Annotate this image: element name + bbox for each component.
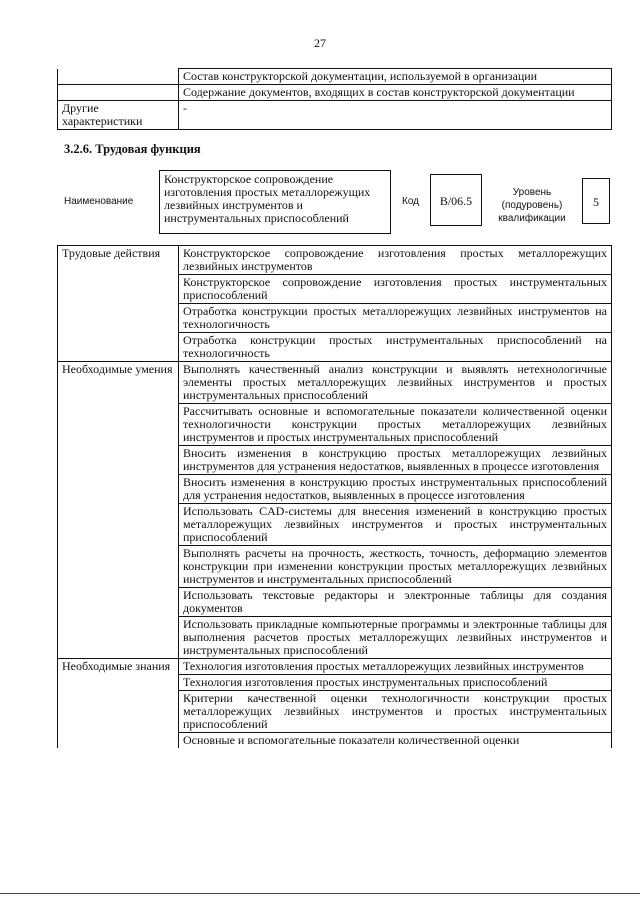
code-value: В/06.5 [430, 174, 482, 226]
name-value: Конструкторское сопровождение изготовления простых металлорежущих лезвийных инструментов и инструментальных приспособлений [159, 170, 391, 234]
knowledge-item: Технология изготовления простых инструментальных приспособлений [179, 675, 612, 691]
action-item: Отработка конструкции простых инструментальных приспособлений на технологичность [179, 333, 612, 362]
table-cell-value: Состав конструкторской документации, используемой в организации [179, 69, 612, 85]
skill-item: Использовать текстовые редакторы и электронные таблицы для создания документов [179, 588, 612, 617]
skill-item: Выполнять качественный анализ конструкции и выявлять нетехнологичные элементы простых металлорежущих лезвийных инструментов и простых инструментальных приспособлений [179, 362, 612, 404]
top-table [57, 68, 612, 130]
knowledge-label: Необходимые знания [58, 659, 179, 749]
skill-item: Использовать прикладные компьютерные программы и электронные таблицы для выполнения расчетов простых металлорежущих лезвийных инструментов и инструментальных приспособлений [179, 617, 612, 659]
table-row [58, 246, 612, 275]
table-row [58, 69, 612, 85]
page-bottom-edge [0, 893, 640, 894]
skills-label: Необходимые умения [58, 362, 179, 659]
table-cell-value: - [179, 101, 612, 130]
level-value: 5 [582, 178, 610, 224]
actions-label: Трудовые действия [58, 246, 179, 362]
code-label: Код [402, 196, 420, 207]
action-item: Отработка конструкции простых металлорежущих лезвийных инструментов на технологичность [179, 304, 612, 333]
function-summary [64, 170, 614, 240]
function-table [57, 245, 612, 748]
skill-item: Выполнять расчеты на прочность, жесткость, точность, деформацию элементов конструкции при изменении конструкции простых металлорежущих лезвийных инструментов и инструментальных приспособлений [179, 546, 612, 588]
action-item: Конструкторское сопровождение изготовления простых инструментальных приспособлений [179, 275, 612, 304]
table-row [58, 659, 612, 675]
table-cell-label [58, 69, 179, 85]
table-cell-label [58, 85, 179, 101]
section-heading: 3.2.6. Трудовая функция [64, 142, 201, 156]
name-label: Наименование [64, 196, 134, 207]
skill-item: Использовать CAD-системы для внесения изменений в конструкцию простых металлорежущих лезвийных инструментов и простых инструментальных приспособлений [179, 504, 612, 546]
page-number: 27 [314, 36, 326, 50]
table-cell-value: Содержание документов, входящих в состав конструкторской документации [179, 85, 612, 101]
level-label: Уровень (подуровень) квалификации [498, 187, 566, 224]
skill-item: Вносить изменения в конструкцию простых металлорежущих лезвийных инструментов для устранения недостатков, выявленных в процессе изготовления [179, 446, 612, 475]
knowledge-item: Основные и вспомогательные показатели количественной оценки [179, 733, 612, 749]
knowledge-item: Критерии качественной оценки технологичности конструкции простых металлорежущих лезвийных инструментов и простых инструментальных приспособлений [179, 691, 612, 733]
action-item: Конструкторское сопровождение изготовления простых металлорежущих лезвийных инструментов [179, 246, 612, 275]
table-cell-label: Другие характеристики [58, 101, 179, 130]
knowledge-item: Технология изготовления простых металлорежущих лезвийных инструментов [179, 659, 612, 675]
table-row [58, 101, 612, 130]
skill-item: Вносить изменения в конструкцию простых инструментальных приспособлений для устранения недостатков, выявленных в процессе изготовления [179, 475, 612, 504]
skill-item: Рассчитывать основные и вспомогательные показатели количественной оценки технологичности конструкции простых металлорежущих лезвийных инструментов и простых инструментальных приспособлений [179, 404, 612, 446]
table-row [58, 85, 612, 101]
table-row [58, 362, 612, 404]
